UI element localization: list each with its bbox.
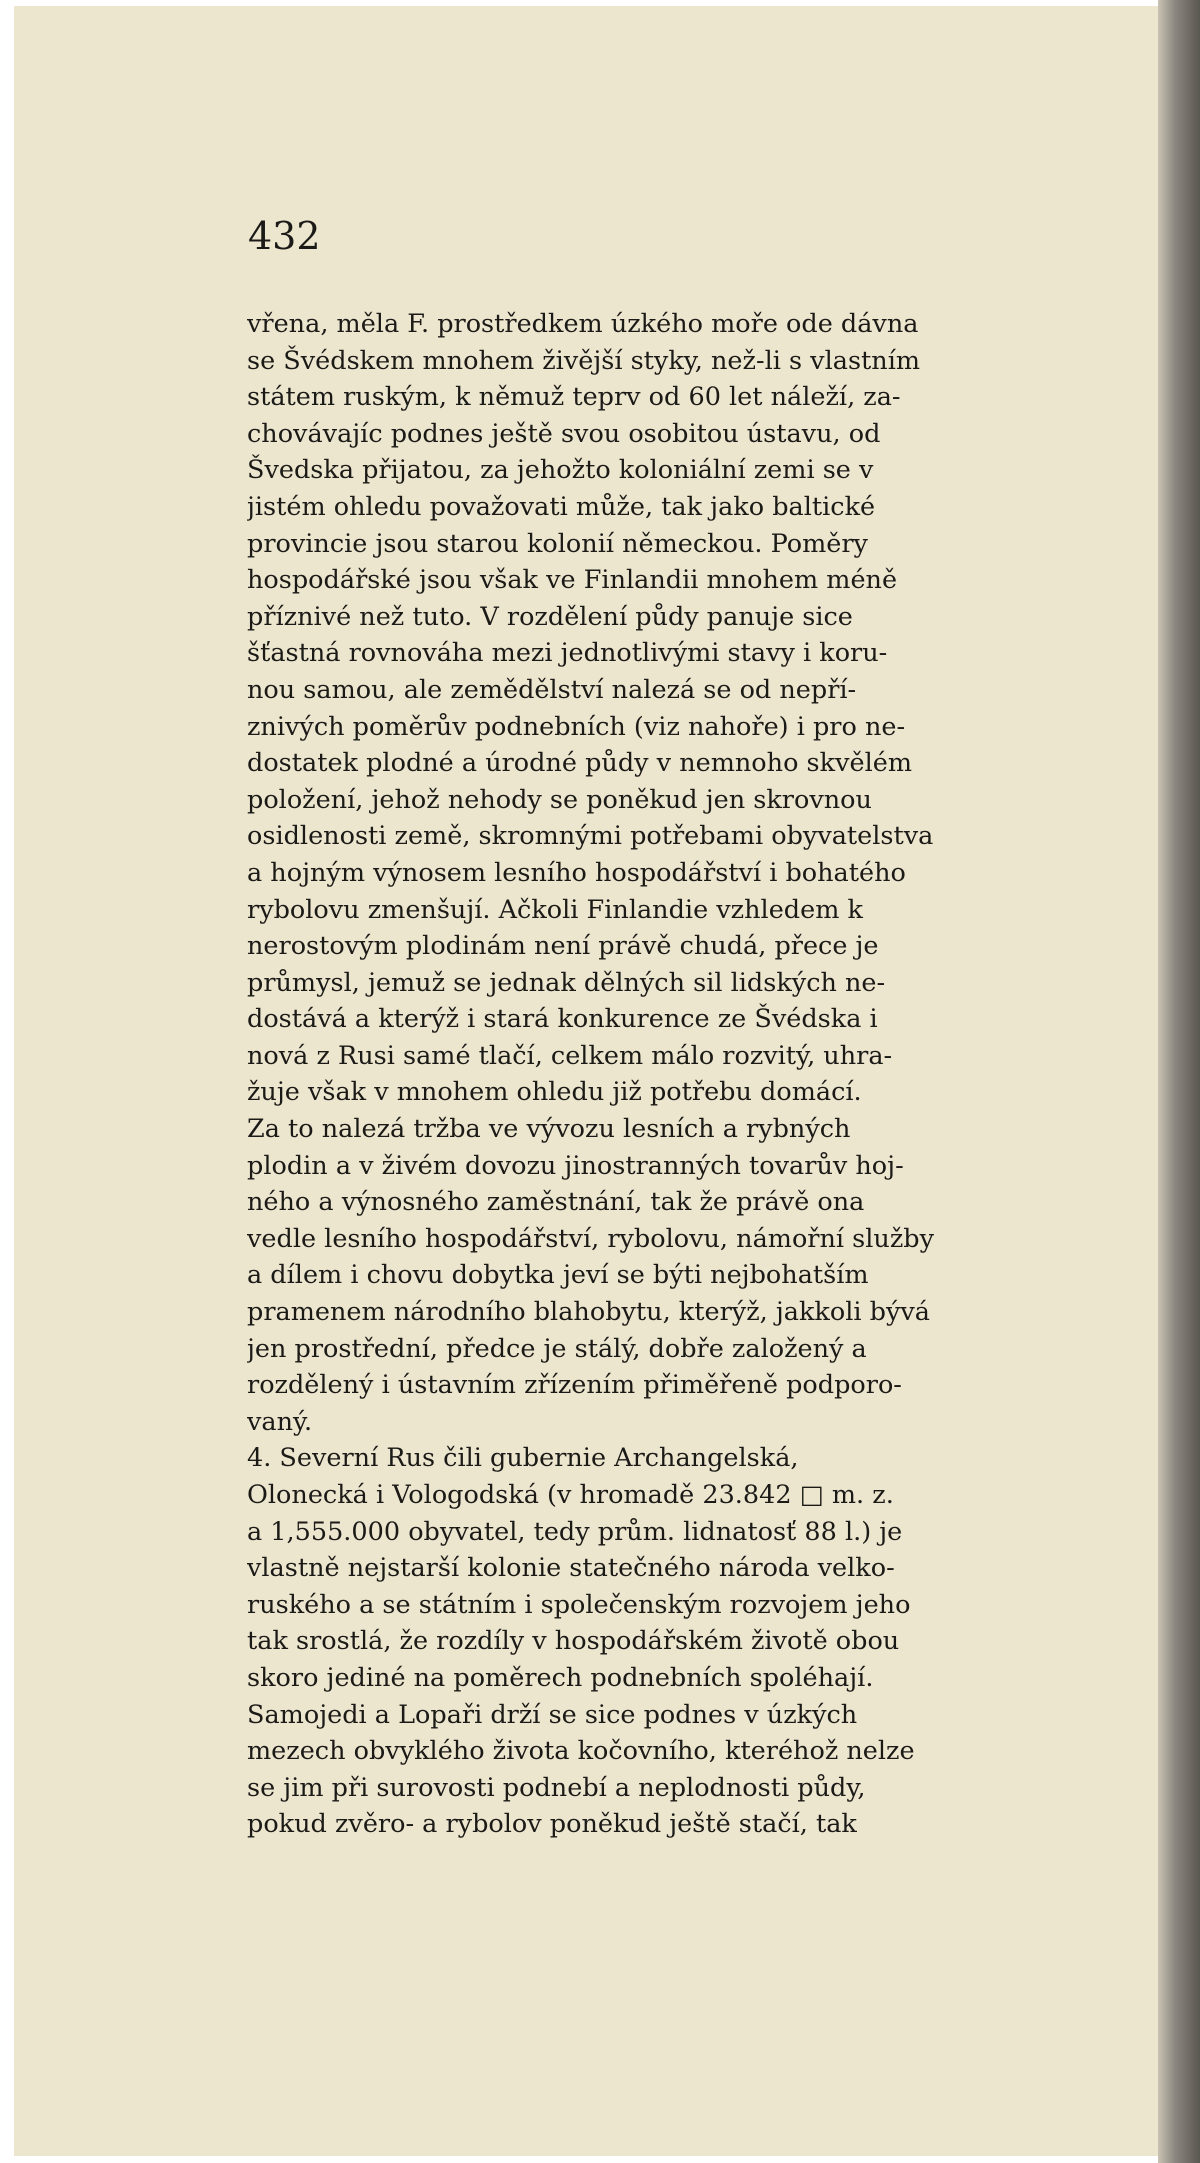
text-line: se Švédskem mnohem živější styky, než-li s vlastním	[247, 345, 921, 376]
text-line: a 1,555.000 obyvatel, tedy prům. lidnatosť 88 l.) je	[247, 1516, 903, 1547]
text-line: jistém ohledu považovati může, tak jako baltické	[247, 491, 876, 522]
text-line: se jim při surovosti podnebí a neplodnosti půdy,	[247, 1772, 866, 1803]
text-line: mezech obvyklého života kočovního, kteréhož nelze	[247, 1736, 915, 1767]
text-line: dostává a kterýž i stará konkurence ze Švédska i	[247, 1004, 878, 1035]
text-line: hospodářské jsou však ve Finlandii mnohem méně	[247, 565, 898, 596]
text-line: Olonecká i Vologodská (v hromadě 23.842 □ m. z.	[247, 1480, 894, 1510]
page-edge-shadow	[1158, 0, 1200, 2163]
text-line: nová z Rusi samé tlačí, celkem málo rozvitý, uhra-	[247, 1040, 893, 1071]
text-line: nou samou, ale zemědělství nalezá se od nepří-	[247, 674, 857, 705]
page-number: 432	[248, 214, 321, 258]
text-line: nerostovým plodinám není právě chudá, přece je	[247, 931, 879, 962]
text-line: dostatek plodné a úrodné půdy v nemnoho skvělém	[247, 748, 913, 779]
text-line: plodin a v živém dovozu jinostranných tovarův hoj-	[247, 1150, 904, 1181]
text-line: průmysl, jemuž se jednak dělných sil lidských ne-	[247, 967, 886, 998]
text-line: tak srostlá, že rozdíly v hospodářském životě obou	[247, 1626, 900, 1657]
text-line: a dílem i chovu dobytka jeví se býti nejbohatším	[247, 1260, 869, 1291]
text-line: provincie jsou starou kolonií německou. Poměry	[247, 528, 868, 559]
text-line: vřena, měla F. prostředkem úzkého moře ode dávna	[247, 309, 919, 339]
text-line: položení, jehož nehody se poněkud jen skrovnou	[247, 784, 872, 815]
text-line: Samojedi a Lopaři drží se sice podnes v úzkých	[247, 1699, 858, 1730]
text-line: příznivé než tuto. V rozdělení půdy panuje sice	[247, 601, 853, 632]
text-line: vaný.	[247, 1406, 313, 1437]
text-line: státem ruským, k němuž teprv od 60 let náleží, za-	[247, 382, 901, 413]
text-line: rozdělený i ústavním zřízením přiměřeně podporo-	[247, 1370, 902, 1401]
text-line: ného a výnosného zaměstnání, tak že právě ona	[247, 1187, 865, 1218]
text-line: ruského a se státním i společenským rozvojem jeho	[247, 1589, 911, 1620]
text-line: Švedska přijatou, za jehožto koloniální zemi se v	[247, 455, 874, 486]
text-line: vedle lesního hospodářství, rybolovu, námořní služby	[247, 1223, 935, 1254]
text-line: znivých poměrův podnebních (viz nahoře) i pro ne-	[247, 711, 906, 742]
text-line: rybolovu zmenšují. Ačkoli Finlandie vzhledem k	[247, 894, 863, 925]
text-line: osidlenosti země, skromnými potřebami obyvatelstva	[247, 821, 934, 852]
text-line: žuje však v mnohem ohledu již potřebu domácí.	[247, 1077, 862, 1108]
text-line: 4. Severní Rus čili gubernie Archangelská,	[247, 1443, 799, 1474]
body-text	[247, 306, 1077, 1843]
text-line: pramenem národního blahobytu, kterýž, jakkoli bývá	[247, 1297, 930, 1328]
text-line: šťastná rovnováha mezi jednotlivými stavy i koru-	[247, 638, 888, 669]
text-line: skoro jediné na poměrech podnebních spoléhají.	[247, 1662, 874, 1693]
text-line: Za to nalezá tržba ve vývozu lesních a rybných	[247, 1114, 851, 1145]
text-line: vlastně nejstarší kolonie statečného národa velko-	[247, 1553, 895, 1584]
text-line: chovávajíc podnes ještě svou osobitou ústavu, od	[247, 418, 881, 449]
text-line: pokud zvěro- a rybolov poněkud ještě stačí, tak	[247, 1809, 857, 1840]
text-line: a hojným výnosem lesního hospodářství i bohatého	[247, 857, 906, 888]
text-line: jen prostřední, předce je stálý, dobře založený a	[247, 1333, 867, 1364]
